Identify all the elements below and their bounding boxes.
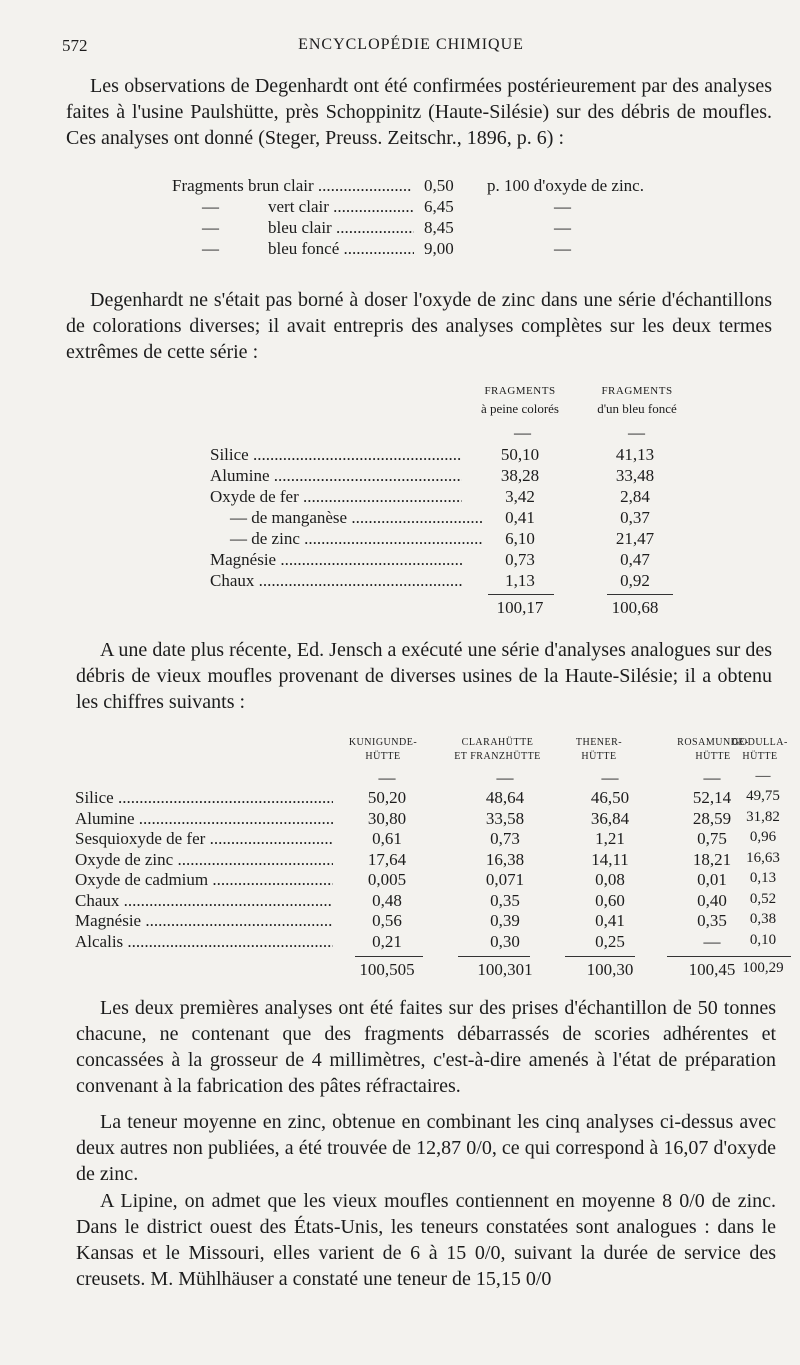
col2-title: FRAGMENTS xyxy=(601,385,673,397)
row-label: Oxyde de zinc ..... xyxy=(75,850,333,870)
column-header xyxy=(559,736,639,764)
fragments-row xyxy=(172,218,712,239)
cell-value: 17,64 xyxy=(367,849,407,869)
page-number: 572 xyxy=(62,36,88,55)
cell-value: 36,84 xyxy=(590,808,630,828)
table-row xyxy=(75,788,790,809)
row-label: Sesquioxyde de fer ..... xyxy=(75,829,333,849)
column-header-line: ET FRANZHÜTTE xyxy=(454,751,541,762)
second-paragraph: Degenhardt ne s'était pas borné à doser l'oxyde de zinc dans une série d'échantillons de colorations diverses; il avait entrepris des analyses complètes sur les deux termes extrêmes de cette série : xyxy=(66,289,772,363)
cell-value: 16,63 xyxy=(746,849,780,866)
fragments-row xyxy=(172,239,712,260)
total-a: 100,17 xyxy=(496,598,544,617)
cell-value: 3,42 xyxy=(505,487,535,506)
column-header-line: KUNIGUNDE- xyxy=(348,737,418,748)
total-value: 100,29 xyxy=(742,960,784,976)
table-row xyxy=(210,466,680,487)
row-unit: p. 100 d'oxyde de zinc. xyxy=(487,176,644,195)
fragments-table xyxy=(172,176,712,260)
row-unit: — xyxy=(554,239,571,258)
column-header xyxy=(440,736,555,764)
row-value: 6,45 xyxy=(424,197,454,216)
total-value: 100,505 xyxy=(359,960,415,979)
running-head xyxy=(62,36,760,60)
cell-value: 50,10 xyxy=(500,445,540,464)
sixth-paragraph: A Lipine, on admet que les vieux moufles contiennent en moyenne 8 0/0 de zinc. Dans le district ouest des États-Unis, les teneurs constatées sont analogues : dans le Kansas et le Missouri, elles varient de 6 à 15 0/0, suivant la durée de service des creusets. M. Mühlhäuser a constaté une teneur de 15,15 0/0 xyxy=(76,1190,776,1290)
cell-value: 0,35 xyxy=(697,911,727,930)
cell-value: 0,071 xyxy=(485,870,525,889)
total-b: 100,68 xyxy=(611,598,659,617)
fragments-row xyxy=(172,176,712,197)
column-header xyxy=(333,736,433,764)
cell-value: 38,28 xyxy=(500,466,540,485)
row-dash: — xyxy=(202,218,219,237)
dash-mark: — xyxy=(755,768,771,784)
table-row xyxy=(210,550,680,571)
total-value: 100,30 xyxy=(586,960,634,979)
cell-value: 21,47 xyxy=(615,529,655,548)
row-label: bleu clair ..... xyxy=(268,218,414,238)
cell-value: 0,92 xyxy=(620,571,650,590)
table-row xyxy=(75,829,790,850)
table-row xyxy=(75,870,790,891)
row-label: — de manganèse ..... xyxy=(210,508,482,528)
cell-value: 0,52 xyxy=(749,890,777,907)
cell-value: 52,14 xyxy=(692,788,732,807)
row-label: Fragments brun clair ..... xyxy=(172,176,412,196)
total-value: 100,301 xyxy=(477,960,533,979)
cell-value: 0,73 xyxy=(505,550,535,569)
column-header-line: GODULLA- xyxy=(732,737,788,748)
cell-value: 0,08 xyxy=(595,870,625,889)
row-value: 9,00 xyxy=(424,239,454,258)
sum-rule xyxy=(735,956,791,957)
cell-value: 33,58 xyxy=(485,808,525,828)
row-dash: — xyxy=(202,197,219,216)
row-label: Chaux ..... xyxy=(75,891,333,911)
row-value: 8,45 xyxy=(424,218,454,237)
header-dash-row xyxy=(210,423,680,445)
table-row xyxy=(210,487,680,508)
column-header-line: HÜTTE xyxy=(695,751,731,762)
cell-value: 0,61 xyxy=(372,829,402,848)
totals-row xyxy=(75,952,790,982)
analysis-table-1 xyxy=(210,383,680,618)
row-label: Alumine ..... xyxy=(210,466,462,486)
table-row xyxy=(75,809,790,830)
cell-value: 0,41 xyxy=(595,911,625,930)
dash-mark: — xyxy=(628,423,645,442)
cell-value: 28,59 xyxy=(692,808,732,828)
table-row xyxy=(75,850,790,871)
cell-value: 30,80 xyxy=(367,808,407,828)
row-label: Silice ..... xyxy=(210,445,462,465)
table-row xyxy=(75,932,790,953)
cell-value: 14,11 xyxy=(591,849,629,869)
cell-value: 0,10 xyxy=(749,931,777,948)
row-label: Alcalis ..... xyxy=(75,932,333,952)
cell-value: 18,21 xyxy=(692,849,732,869)
row-label: Oxyde de cadmium ..... xyxy=(75,870,333,890)
header-dash-row xyxy=(75,768,790,788)
dash-mark: — xyxy=(496,768,514,787)
row-label: — de zinc ..... xyxy=(210,529,482,549)
table-row xyxy=(75,911,790,932)
cell-value: 0,41 xyxy=(505,508,535,527)
cell-value: 1,21 xyxy=(595,829,625,848)
column-header xyxy=(725,736,795,764)
cell-value: 0,75 xyxy=(697,829,727,848)
cell-value: 0,25 xyxy=(595,931,625,951)
row-label: Oxyde de fer ..... xyxy=(210,487,462,507)
column-header-line: THENER- xyxy=(575,737,623,748)
analysis-table-1-header xyxy=(210,383,680,429)
dash-mark: — xyxy=(703,768,721,787)
cell-value: 0,005 xyxy=(367,870,407,889)
table-row xyxy=(210,508,680,529)
column-header-line: HÜTTE xyxy=(742,751,778,762)
table-row xyxy=(210,571,680,592)
cell-value: 0,35 xyxy=(490,890,520,910)
sum-rule xyxy=(667,956,735,957)
cell-value: 0,01 xyxy=(697,870,727,889)
total-value: 100,45 xyxy=(688,960,736,979)
table-row xyxy=(210,529,680,550)
fragments-row xyxy=(172,197,712,218)
running-title: ENCYCLOPÉDIE CHIMIQUE xyxy=(298,36,524,53)
cell-value: 0,39 xyxy=(490,911,520,930)
row-label: bleu foncé ..... xyxy=(268,239,414,259)
dash-mark: — xyxy=(514,423,531,442)
cell-value: 41,13 xyxy=(615,445,655,464)
cell-value: — xyxy=(703,931,721,951)
row-label: Magnésie ..... xyxy=(210,550,462,570)
sum-rule xyxy=(458,956,530,957)
cell-value: 16,38 xyxy=(485,849,525,869)
cell-value: 31,82 xyxy=(746,808,780,825)
third-paragraph: A une date plus récente, Ed. Jensch a exécuté une série d'analyses analogues sur des débris de vieux moufles provenant de diverses usines de la Haute-Silésie; il a obtenu les chiffres suivants : xyxy=(76,639,772,713)
row-label: Chaux ..... xyxy=(210,571,462,591)
column-header-line: ROSAMUNDE- xyxy=(677,737,749,748)
row-unit: — xyxy=(554,197,571,216)
cell-value: 0,37 xyxy=(620,508,650,527)
column-header-line: CLARAHÜTTE xyxy=(461,737,534,748)
column-header-line: HÜTTE xyxy=(365,751,401,762)
cell-value: 0,48 xyxy=(372,890,402,910)
cell-value: 0,47 xyxy=(620,550,650,569)
cell-value: 0,96 xyxy=(749,829,777,845)
dash-mark: — xyxy=(601,768,619,787)
cell-value: 0,13 xyxy=(749,870,777,886)
sum-rule xyxy=(488,594,554,595)
fourth-paragraph: Les deux premières analyses ont été faites sur des prises d'échantillon de 50 tonnes chacune, ne contenant que des fragments débarrassés de scories adhérentes et concassées à la grosseur de 4 millimètres, c'est-à-dire amenés à l'état de préparation convenant à la fabrication des pâtes réfractaires. xyxy=(76,997,776,1097)
cell-value: 49,75 xyxy=(746,788,780,804)
row-unit: — xyxy=(554,218,571,237)
cell-value: 0,38 xyxy=(749,911,777,927)
cell-value: 48,64 xyxy=(485,788,525,807)
row-label: Magnésie ..... xyxy=(75,911,333,931)
intro-paragraph: Les observations de Degenhardt ont été confirmées postérieurement par des analyses faites à l'usine Paulshütte, près Schoppinitz (Haute-Silésie) sur des débris de moufles. Ces analyses ont donné (Steger, Preuss. Zeitschr., 1896, p. 6) : xyxy=(66,75,772,149)
column-header-line: HÜTTE xyxy=(581,751,617,762)
cell-value: 50,20 xyxy=(367,788,407,807)
sum-rule xyxy=(607,594,673,595)
sum-rule xyxy=(355,956,423,957)
row-label: Silice ..... xyxy=(75,788,333,808)
cell-value: 0,30 xyxy=(490,931,520,951)
row-label: Alumine ..... xyxy=(75,809,333,829)
cell-value: 0,60 xyxy=(595,890,625,910)
col2-subtitle: d'un bleu foncé xyxy=(597,401,677,416)
cell-value: 46,50 xyxy=(590,788,630,807)
col1-title: FRAGMENTS xyxy=(484,385,556,397)
cell-value: 33,48 xyxy=(615,466,655,485)
table-row xyxy=(75,891,790,912)
row-value: 0,50 xyxy=(424,176,454,195)
cell-value: 6,10 xyxy=(505,529,535,548)
sum-rule xyxy=(565,956,635,957)
analysis-table-2 xyxy=(75,736,790,982)
cell-value: 0,21 xyxy=(372,931,402,951)
col1-header xyxy=(472,383,568,417)
row-label: vert clair ..... xyxy=(268,197,414,217)
col2-header xyxy=(582,383,692,417)
cell-value: 1,13 xyxy=(505,571,535,590)
table-row xyxy=(210,445,680,466)
cell-value: 0,73 xyxy=(490,829,520,848)
col1-subtitle: à peine colorés xyxy=(481,401,559,416)
totals-row xyxy=(210,592,680,618)
dash-mark: — xyxy=(378,768,396,787)
row-dash: — xyxy=(202,239,219,258)
cell-value: 2,84 xyxy=(620,487,650,506)
cell-value: 0,56 xyxy=(372,911,402,930)
fifth-paragraph: La teneur moyenne en zinc, obtenue en combinant les cinq analyses ci-dessus avec deux autres non publiées, a été trouvée de 12,87 0/0, ce qui correspond à 16,07 d'oxyde de zinc. xyxy=(76,1111,776,1185)
cell-value: 0,40 xyxy=(697,890,727,910)
